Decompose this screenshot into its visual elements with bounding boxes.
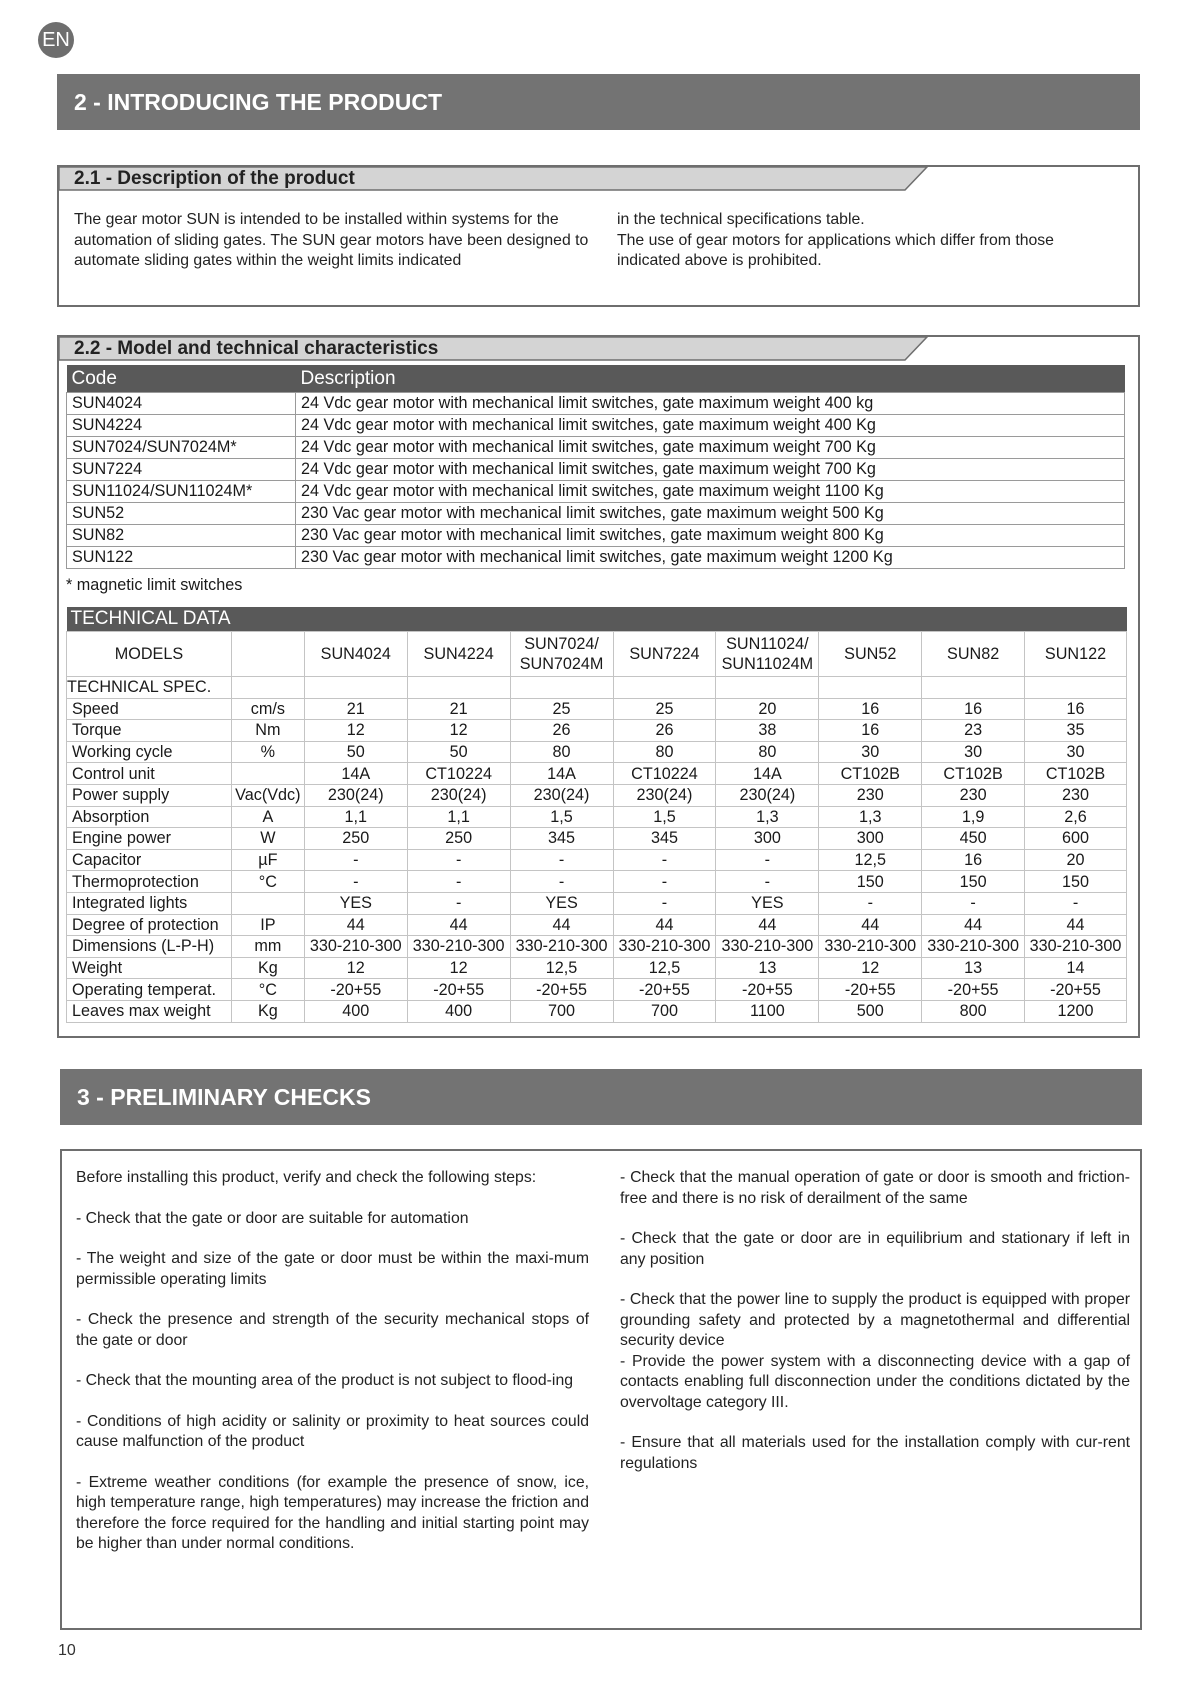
value-cell: 44	[1025, 914, 1127, 936]
value-cell: 600	[1025, 828, 1127, 850]
check-item: - Check that the gate or door are suitable for automation	[76, 1209, 469, 1227]
value-cell: 500	[819, 1000, 922, 1022]
value-cell: YES	[304, 892, 407, 914]
check-item: - Extreme weather conditions (for example the presence of snow, ice, high temperature range, high temperatures) may increase the friction and therefore the force required for the handling and initial starting point may be higher than under normal conditions.	[76, 1473, 589, 1552]
value-cell: -20+55	[510, 979, 613, 1001]
description-col-1	[74, 210, 589, 272]
table-row	[67, 849, 1127, 871]
description-col-2	[617, 210, 1117, 272]
description-cell: 24 Vdc gear motor with mechanical limit switches, gate maximum weight 700 Kg	[296, 437, 1125, 459]
unit-cell: Kg	[231, 957, 304, 979]
spec-name-cell: Torque	[67, 720, 232, 742]
spec-name-cell: Thermoprotection	[67, 871, 232, 893]
description-text-3: The use of gear motors for applications which differ from those indicated above is prohibited.	[617, 231, 1054, 269]
table-row	[67, 957, 1127, 979]
value-cell: 800	[922, 1000, 1025, 1022]
unit-cell: Nm	[231, 720, 304, 742]
description-cell: 24 Vdc gear motor with mechanical limit switches, gate maximum weight 700 Kg	[296, 459, 1125, 481]
value-cell: 1,3	[819, 806, 922, 828]
value-cell: 250	[407, 828, 510, 850]
table-row	[67, 784, 1127, 806]
check-item: - Check the presence and strength of the security mechanical stops of the gate or door	[76, 1311, 589, 1349]
model-header-cell: SUN4024	[304, 632, 407, 677]
value-cell: 345	[510, 828, 613, 850]
value-cell: 1,3	[716, 806, 819, 828]
check-item: - The weight and size of the gate or door must be within the maxi-mum permissible operating limits	[76, 1250, 589, 1288]
value-cell: -20+55	[922, 979, 1025, 1001]
value-cell: 14A	[510, 763, 613, 785]
spec-name-cell: Engine power	[67, 828, 232, 850]
section-2-1-title: 2.1 - Description of the product	[74, 168, 355, 189]
value-cell: 44	[922, 914, 1025, 936]
value-cell: 12,5	[510, 957, 613, 979]
table-row	[67, 503, 1125, 525]
value-cell: 30	[819, 741, 922, 763]
table-row	[67, 936, 1127, 958]
spec-label: TECHNICAL SPEC.	[67, 677, 232, 699]
description-box	[57, 165, 1140, 307]
value-cell: CT102B	[922, 763, 1025, 785]
code-cell: SUN4024	[67, 393, 296, 415]
value-cell: -	[407, 849, 510, 871]
model-code-table	[66, 365, 1125, 569]
footnote: * magnetic limit switches	[66, 576, 243, 594]
value-cell: -20+55	[407, 979, 510, 1001]
value-cell: 44	[819, 914, 922, 936]
empty-cell	[922, 677, 1025, 699]
table-row	[67, 547, 1125, 569]
table-row	[67, 763, 1127, 785]
value-cell: -	[510, 871, 613, 893]
check-item: - Check that the mounting area of the product is not subject to flood-ing	[76, 1372, 574, 1389]
value-cell: 700	[510, 1000, 613, 1022]
unit-cell: °C	[231, 871, 304, 893]
empty-cell	[716, 677, 819, 699]
unit-cell: IP	[231, 914, 304, 936]
value-cell: -	[407, 892, 510, 914]
value-cell: CT102B	[819, 763, 922, 785]
description-cell: 230 Vac gear motor with mechanical limit switches, gate maximum weight 800 Kg	[296, 525, 1125, 547]
value-cell: 16	[1025, 698, 1127, 720]
value-cell: 80	[613, 741, 716, 763]
value-cell: CT10224	[613, 763, 716, 785]
value-cell: 1200	[1025, 1000, 1127, 1022]
value-cell: -	[407, 871, 510, 893]
code-table-header	[67, 365, 1125, 393]
value-cell: YES	[510, 892, 613, 914]
value-cell: 300	[819, 828, 922, 850]
empty-cell	[304, 677, 407, 699]
spec-name-cell: Power supply	[67, 784, 232, 806]
value-cell: 150	[1025, 871, 1127, 893]
value-cell: 30	[1025, 741, 1127, 763]
value-cell: 330-210-300	[716, 936, 819, 958]
value-cell: 450	[922, 828, 1025, 850]
code-cell: SUN11024/SUN11024M*	[67, 481, 296, 503]
description-cell: 24 Vdc gear motor with mechanical limit switches, gate maximum weight 400 Kg	[296, 415, 1125, 437]
spec-name-cell: Working cycle	[67, 741, 232, 763]
check-item: - Conditions of high acidity or salinity or proximity to heat sources could cause malfunction of the product	[76, 1412, 589, 1450]
value-cell: 16	[922, 849, 1025, 871]
value-cell: 21	[407, 698, 510, 720]
empty-cell	[819, 677, 922, 699]
spec-name-cell: Degree of protection	[67, 914, 232, 936]
value-cell: 1100	[716, 1000, 819, 1022]
value-cell: 14A	[304, 763, 407, 785]
spec-name-cell: Speed	[67, 698, 232, 720]
table-row	[67, 459, 1125, 481]
value-cell: 25	[510, 698, 613, 720]
technical-data-header	[67, 607, 1127, 632]
value-cell: -	[304, 849, 407, 871]
value-cell: -	[716, 849, 819, 871]
value-cell: 300	[716, 828, 819, 850]
value-cell: 700	[613, 1000, 716, 1022]
model-header-cell: SUN7024/ SUN7024M	[510, 632, 613, 677]
value-cell: 330-210-300	[304, 936, 407, 958]
unit-cell	[231, 892, 304, 914]
description-cell: 230 Vac gear motor with mechanical limit switches, gate maximum weight 500 Kg	[296, 503, 1125, 525]
value-cell: YES	[716, 892, 819, 914]
value-cell: -	[510, 849, 613, 871]
model-header-cell: SUN52	[819, 632, 922, 677]
value-cell: 330-210-300	[922, 936, 1025, 958]
value-cell: 12	[819, 957, 922, 979]
value-cell: 1,9	[922, 806, 1025, 828]
model-header-cell: SUN7224	[613, 632, 716, 677]
value-cell: 44	[510, 914, 613, 936]
table-row	[67, 481, 1125, 503]
value-cell: 330-210-300	[819, 936, 922, 958]
value-cell: 12	[407, 720, 510, 742]
value-cell: 20	[1025, 849, 1127, 871]
value-cell: -	[1025, 892, 1127, 914]
value-cell: 16	[819, 720, 922, 742]
table-row	[67, 914, 1127, 936]
empty-cell	[510, 677, 613, 699]
spec-name-cell: Leaves max weight	[67, 1000, 232, 1022]
checks-col-1	[76, 1168, 589, 1555]
value-cell: 230(24)	[407, 784, 510, 806]
value-cell: 21	[304, 698, 407, 720]
spec-name-cell: Operating temperat.	[67, 979, 232, 1001]
value-cell: 1,1	[304, 806, 407, 828]
value-cell: 44	[613, 914, 716, 936]
model-header-cell: SUN82	[922, 632, 1025, 677]
value-cell: 230(24)	[510, 784, 613, 806]
value-cell: 330-210-300	[1025, 936, 1127, 958]
check-item: - Check that the manual operation of gate or door is smooth and friction-free and there is no risk of derailment of the same	[620, 1169, 1130, 1207]
value-cell: 16	[819, 698, 922, 720]
code-cell: SUN52	[67, 503, 296, 525]
spec-name-cell: Weight	[67, 957, 232, 979]
value-cell: 230	[819, 784, 922, 806]
value-cell: 330-210-300	[510, 936, 613, 958]
models-row	[67, 632, 1127, 677]
table-row	[67, 437, 1125, 459]
description-cell: 24 Vdc gear motor with mechanical limit switches, gate maximum weight 1100 Kg	[296, 481, 1125, 503]
table-row	[67, 720, 1127, 742]
value-cell: -20+55	[1025, 979, 1127, 1001]
value-cell: 250	[304, 828, 407, 850]
value-cell: 16	[922, 698, 1025, 720]
description-cell: 24 Vdc gear motor with mechanical limit switches, gate maximum weight 400 kg	[296, 393, 1125, 415]
description-cell: 230 Vac gear motor with mechanical limit switches, gate maximum weight 1200 Kg	[296, 547, 1125, 569]
description-header: Description	[296, 365, 1125, 393]
value-cell: 330-210-300	[407, 936, 510, 958]
empty-cell	[407, 677, 510, 699]
table-row	[67, 393, 1125, 415]
section-2-title: 2 - INTRODUCING THE PRODUCT	[57, 74, 1140, 130]
value-cell: 230(24)	[716, 784, 819, 806]
unit-cell: Vac(Vdc)	[231, 784, 304, 806]
value-cell: 230	[922, 784, 1025, 806]
value-cell: 12	[407, 957, 510, 979]
unit-cell: W	[231, 828, 304, 850]
value-cell: 330-210-300	[613, 936, 716, 958]
value-cell: 230	[1025, 784, 1127, 806]
value-cell: 12,5	[819, 849, 922, 871]
check-item: - Check that the gate or door are in equilibrium and stationary if left in any position	[620, 1230, 1130, 1268]
value-cell: 25	[613, 698, 716, 720]
value-cell: 26	[613, 720, 716, 742]
value-cell: -	[819, 892, 922, 914]
spec-name-cell: Control unit	[67, 763, 232, 785]
empty-cell	[613, 677, 716, 699]
value-cell: 26	[510, 720, 613, 742]
value-cell: 20	[716, 698, 819, 720]
value-cell: -20+55	[716, 979, 819, 1001]
value-cell: -	[613, 849, 716, 871]
value-cell: 12,5	[613, 957, 716, 979]
value-cell: 14A	[716, 763, 819, 785]
spec-name-cell: Dimensions (L-P-H)	[67, 936, 232, 958]
value-cell: 150	[922, 871, 1025, 893]
value-cell: 44	[304, 914, 407, 936]
unit-cell: %	[231, 741, 304, 763]
description-text-2: in the technical specifications table.	[617, 211, 865, 228]
value-cell: 23	[922, 720, 1025, 742]
technical-data-title: TECHNICAL DATA	[67, 607, 1127, 632]
model-header-cell: SUN11024/ SUN11024M	[716, 632, 819, 677]
unit-cell: Kg	[231, 1000, 304, 1022]
technical-data-table	[66, 607, 1127, 1023]
table-row	[67, 415, 1125, 437]
unit-cell: cm/s	[231, 698, 304, 720]
code-cell: SUN7024/SUN7024M*	[67, 437, 296, 459]
code-cell: SUN82	[67, 525, 296, 547]
value-cell: 2,6	[1025, 806, 1127, 828]
value-cell: 35	[1025, 720, 1127, 742]
table-row	[67, 741, 1127, 763]
value-cell: -20+55	[304, 979, 407, 1001]
value-cell: 1,1	[407, 806, 510, 828]
model-header-cell: SUN4224	[407, 632, 510, 677]
description-text-1: The gear motor SUN is intended to be installed within systems for the automation of sliding gates. The SUN gear motors have been designed to automate sliding gates within the weight limits indicated	[74, 211, 589, 269]
unit-cell	[231, 763, 304, 785]
value-cell: 345	[613, 828, 716, 850]
value-cell: 12	[304, 720, 407, 742]
model-header-cell: SUN122	[1025, 632, 1127, 677]
spec-name-cell: Capacitor	[67, 849, 232, 871]
section-3-title: 3 - PRELIMINARY CHECKS	[60, 1069, 1142, 1125]
language-badge: EN	[38, 22, 74, 58]
value-cell: 1,5	[613, 806, 716, 828]
unit-cell: mm	[231, 936, 304, 958]
page-number: 10	[58, 1642, 76, 1659]
value-cell: 30	[922, 741, 1025, 763]
models-label: MODELS	[67, 632, 232, 677]
section-2-2-title: 2.2 - Model and technical characteristics	[74, 338, 439, 359]
empty-cell	[1025, 677, 1127, 699]
value-cell: -20+55	[613, 979, 716, 1001]
value-cell: 150	[819, 871, 922, 893]
table-row	[67, 806, 1127, 828]
unit-cell: °C	[231, 979, 304, 1001]
value-cell: 13	[716, 957, 819, 979]
table-row	[67, 979, 1127, 1001]
code-cell: SUN4224	[67, 415, 296, 437]
value-cell: 38	[716, 720, 819, 742]
value-cell: 230(24)	[613, 784, 716, 806]
value-cell: 14	[1025, 957, 1127, 979]
unit-header	[231, 632, 304, 677]
value-cell: -	[613, 892, 716, 914]
value-cell: -	[922, 892, 1025, 914]
table-row	[67, 828, 1127, 850]
value-cell: 44	[716, 914, 819, 936]
value-cell: 230(24)	[304, 784, 407, 806]
check-item: - Check that the power line to supply the product is equipped with proper grounding safety and protected by a magnetothermal and differential security device	[620, 1291, 1130, 1349]
value-cell: 1,5	[510, 806, 613, 828]
preliminary-checks-box	[60, 1149, 1142, 1630]
empty-cell	[231, 677, 304, 699]
value-cell: -	[716, 871, 819, 893]
code-cell: SUN7224	[67, 459, 296, 481]
value-cell: 400	[407, 1000, 510, 1022]
table-row	[67, 1000, 1127, 1022]
unit-cell: µF	[231, 849, 304, 871]
value-cell: 400	[304, 1000, 407, 1022]
check-item: Before installing this product, verify and check the following steps:	[76, 1169, 537, 1186]
value-cell: 50	[304, 741, 407, 763]
checks-col-2	[620, 1168, 1130, 1474]
spec-name-cell: Absorption	[67, 806, 232, 828]
check-item: - Provide the power system with a disconnecting device with a gap of contacts enabling full disconnection under the conditions dictated by the overvoltage category III.	[620, 1352, 1130, 1411]
check-item: - Ensure that all materials used for the installation comply with cur-rent regulations	[620, 1434, 1130, 1472]
spec-name-cell: Integrated lights	[67, 892, 232, 914]
table-row	[67, 698, 1127, 720]
code-header: Code	[67, 365, 296, 393]
value-cell: CT10224	[407, 763, 510, 785]
value-cell: 44	[407, 914, 510, 936]
value-cell: 12	[304, 957, 407, 979]
code-cell: SUN122	[67, 547, 296, 569]
unit-cell: A	[231, 806, 304, 828]
value-cell: 80	[510, 741, 613, 763]
value-cell: 80	[716, 741, 819, 763]
value-cell: 13	[922, 957, 1025, 979]
value-cell: 50	[407, 741, 510, 763]
spec-row	[67, 677, 1127, 699]
table-row	[67, 892, 1127, 914]
value-cell: CT102B	[1025, 763, 1127, 785]
value-cell: -	[613, 871, 716, 893]
value-cell: -	[304, 871, 407, 893]
value-cell: -20+55	[819, 979, 922, 1001]
table-row	[67, 871, 1127, 893]
table-row	[67, 525, 1125, 547]
